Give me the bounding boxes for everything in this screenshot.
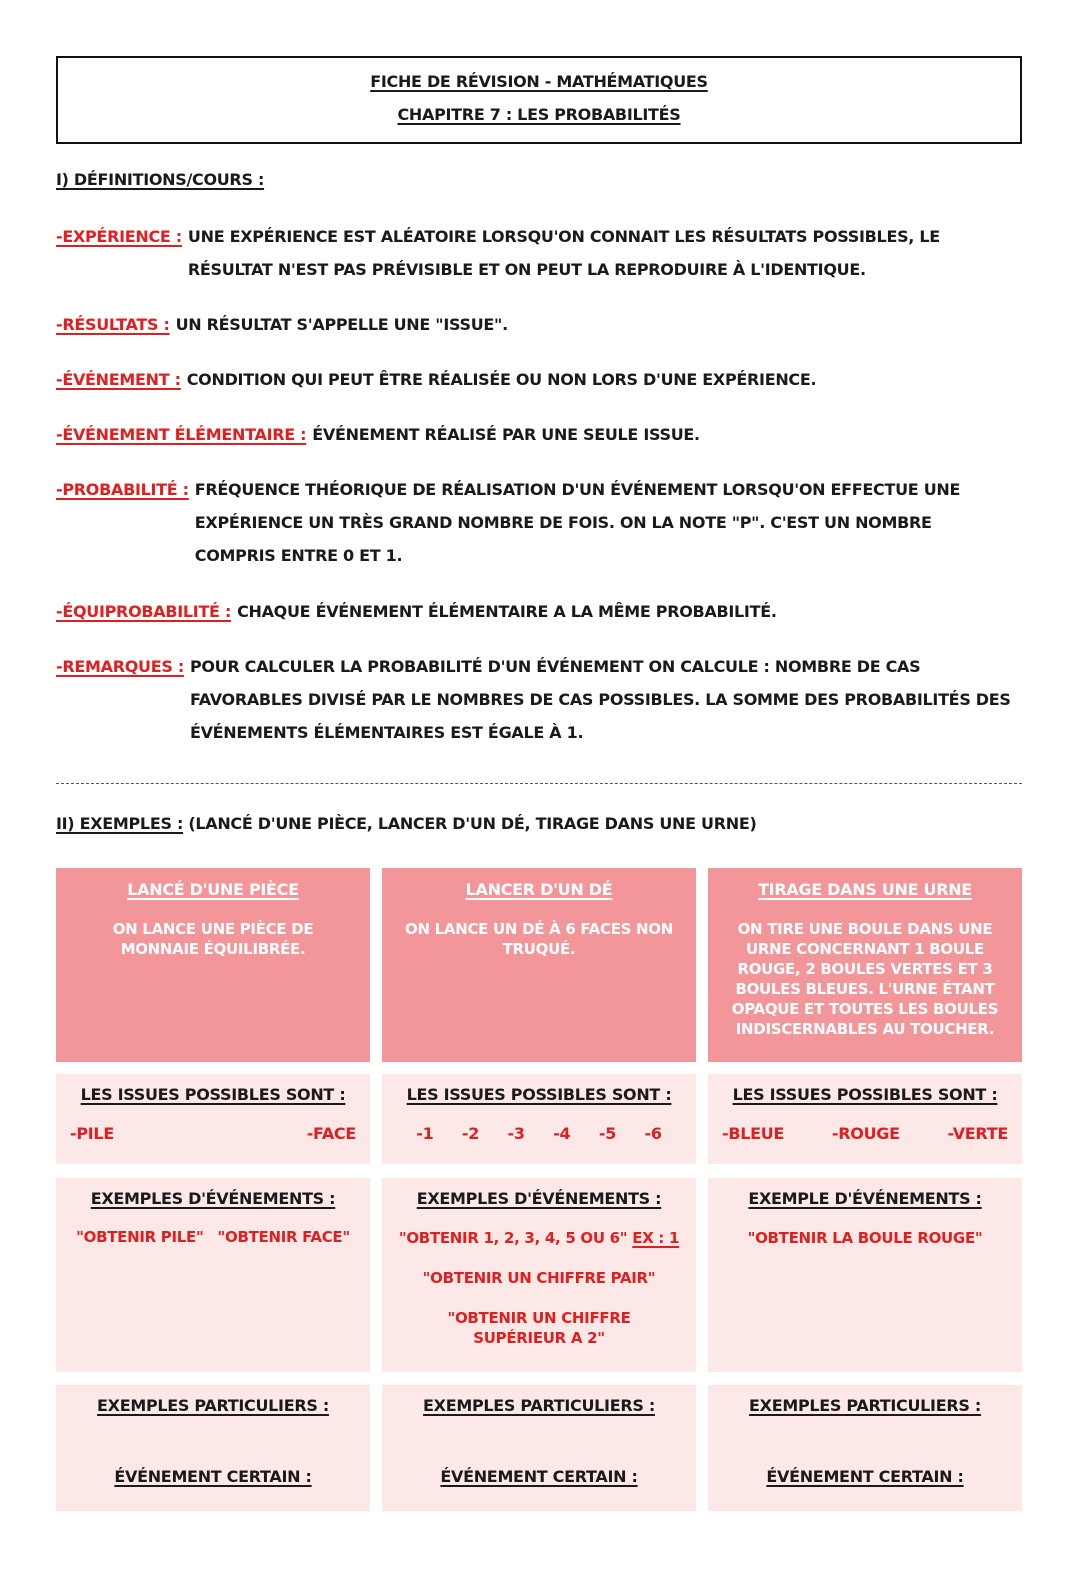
definition-text: UN RÉSULTAT S'APPELLE UNE "ISSUE". bbox=[175, 315, 508, 334]
definition-text: FRÉQUENCE THÉORIQUE DE RÉALISATION D'UN ÉVÉNEMENT LORSQU'ON EFFECTUE UNE EXPÉRIENCE UN TRÈS GRAND NOMBRE DE FOIS. ON LA NOTE "P". C'EST UN NOMBRE COMPRIS ENTRE 0 ET 1. bbox=[194, 480, 961, 565]
card-coin-events bbox=[56, 1178, 370, 1372]
card-urn-events bbox=[708, 1178, 1022, 1372]
card-description: ON TIRE UNE BOULE DANS UNE URNE CONCERNANT 1 BOULE ROUGE, 2 BOULES VERTES ET 3 BOULES BLEUES. L'URNE ÉTANT OPAQUE ET TOUTES LES BOULES INDISCERNABLES AU TOUCHER. bbox=[731, 920, 999, 1038]
outcome-item: -6 bbox=[644, 1124, 662, 1143]
section-heading-label: II) EXEMPLES : bbox=[56, 814, 184, 833]
events-label: EXEMPLES D'ÉVÉNEMENTS : bbox=[90, 1189, 336, 1208]
chapter-title: CHAPITRE 7 : LES PROBABILITÉS bbox=[397, 105, 681, 124]
card-die-outcomes bbox=[382, 1074, 696, 1164]
definition-evenement-elementaire bbox=[56, 418, 1036, 451]
outcomes-label: LES ISSUES POSSIBLES SONT : bbox=[80, 1085, 346, 1104]
definition-term: -ÉVÉNEMENT : bbox=[56, 370, 181, 389]
definition-term: -REMARQUES : bbox=[56, 657, 184, 676]
definition-resultats bbox=[56, 308, 1036, 341]
definition-term: -PROBABILITÉ : bbox=[56, 480, 189, 499]
particular-label: EXEMPLES PARTICULIERS : bbox=[423, 1396, 655, 1415]
particular-label: EXEMPLES PARTICULIERS : bbox=[97, 1396, 329, 1415]
title-box bbox=[56, 56, 1022, 144]
event-item: "OBTENIR PILE" bbox=[76, 1228, 204, 1246]
outcome-item: -FACE bbox=[306, 1124, 356, 1143]
outcome-item: -PILE bbox=[70, 1124, 114, 1143]
event-item: "OBTENIR UN CHIFFRE PAIR" bbox=[422, 1269, 656, 1287]
event-item: "OBTENIR 1, 2, 3, 4, 5 OU 6" bbox=[398, 1229, 628, 1247]
definition-text: CHAQUE ÉVÉNEMENT ÉLÉMENTAIRE A LA MÊME PROBABILITÉ. bbox=[237, 602, 777, 621]
card-urn-particular bbox=[708, 1385, 1022, 1511]
event-item: "OBTENIR LA BOULE ROUGE" bbox=[747, 1229, 983, 1247]
definition-term: -ÉVÉNEMENT ÉLÉMENTAIRE : bbox=[56, 425, 307, 444]
outcomes-label: LES ISSUES POSSIBLES SONT : bbox=[406, 1085, 672, 1104]
definition-term: -ÉQUIPROBABILITÉ : bbox=[56, 602, 232, 621]
definition-text: ÉVÉNEMENT RÉALISÉ PAR UNE SEULE ISSUE. bbox=[312, 425, 700, 444]
outcomes-label: LES ISSUES POSSIBLES SONT : bbox=[732, 1085, 998, 1104]
outcome-item: -2 bbox=[461, 1124, 480, 1143]
card-title: TIRAGE DANS UNE URNE bbox=[758, 880, 972, 899]
outcomes-list bbox=[722, 1124, 1008, 1143]
event-item: "OBTENIR FACE" bbox=[217, 1228, 350, 1246]
card-urn-outcomes bbox=[708, 1074, 1022, 1164]
dashed-divider bbox=[56, 783, 1022, 784]
definition-text: POUR CALCULER LA PROBABILITÉ D'UN ÉVÉNEMENT ON CALCULE : NOMBRE DE CAS FAVORABLES DIVISÉ PAR LE NOMBRES DE CAS POSSIBLES. LA SOMME DES PROBABILITÉS DES ÉVÉNEMENTS ÉLÉMENTAIRES EST ÉGALE À 1. bbox=[189, 657, 1011, 742]
definition-equiprobabilite bbox=[56, 595, 1036, 628]
particular-label: EXEMPLES PARTICULIERS : bbox=[749, 1396, 981, 1415]
definition-text: CONDITION QUI PEUT ÊTRE RÉALISÉE OU NON LORS D'UNE EXPÉRIENCE. bbox=[186, 370, 817, 389]
definition-term: -EXPÉRIENCE : bbox=[56, 227, 182, 246]
card-coin-description bbox=[56, 868, 370, 1062]
outcomes-list bbox=[70, 1124, 356, 1143]
outcome-item: -1 bbox=[416, 1124, 434, 1143]
document-title: FICHE DE RÉVISION - MATHÉMATIQUES bbox=[370, 72, 708, 91]
certain-event-label: ÉVÉNEMENT CERTAIN : bbox=[766, 1467, 964, 1486]
definition-evenement bbox=[56, 363, 1036, 396]
outcome-item: -BLEUE bbox=[722, 1124, 785, 1143]
certain-event-label: ÉVÉNEMENT CERTAIN : bbox=[114, 1467, 312, 1486]
definition-experience bbox=[56, 220, 1036, 286]
card-description: ON LANCE UN DÉ À 6 FACES NON TRUQUÉ. bbox=[405, 920, 673, 958]
card-die-particular bbox=[382, 1385, 696, 1511]
event-item-row bbox=[382, 1228, 696, 1248]
outcome-item: -5 bbox=[598, 1124, 617, 1143]
definition-remarques bbox=[56, 650, 1036, 749]
outcome-item: -3 bbox=[507, 1124, 525, 1143]
definition-term: -RÉSULTATS : bbox=[56, 315, 170, 334]
section-heading-definitions: I) DÉFINITIONS/COURS : bbox=[56, 170, 265, 189]
card-coin-outcomes bbox=[56, 1074, 370, 1164]
section-heading-subtitle: (LANCÉ D'UNE PIÈCE, LANCER D'UN DÉ, TIRAGE DANS UNE URNE) bbox=[188, 814, 757, 833]
outcome-item: -VERTE bbox=[947, 1124, 1008, 1143]
card-description: ON LANCE UNE PIÈCE DE MONNAIE ÉQUILIBRÉE. bbox=[112, 920, 314, 958]
outcomes-list bbox=[402, 1124, 676, 1143]
events-label: EXEMPLE D'ÉVÉNEMENTS : bbox=[748, 1189, 982, 1208]
card-die-description bbox=[382, 868, 696, 1062]
definition-text: UNE EXPÉRIENCE EST ALÉATOIRE LORSQU'ON CONNAIT LES RÉSULTATS POSSIBLES, LE RÉSULTAT N'EST PAS PRÉVISIBLE ET ON PEUT LA REPRODUIRE À L'IDENTIQUE. bbox=[187, 227, 940, 279]
card-coin-particular bbox=[56, 1385, 370, 1511]
events-list bbox=[56, 1228, 370, 1246]
section-heading-examples bbox=[56, 814, 756, 833]
card-die-events bbox=[382, 1178, 696, 1372]
card-urn-description bbox=[708, 868, 1022, 1062]
card-title: LANCÉ D'UNE PIÈCE bbox=[127, 880, 299, 899]
certain-event-label: ÉVÉNEMENT CERTAIN : bbox=[440, 1467, 638, 1486]
definition-probabilite bbox=[56, 473, 1036, 572]
events-label: EXEMPLES D'ÉVÉNEMENTS : bbox=[416, 1189, 662, 1208]
event-example: EX : 1 bbox=[632, 1229, 680, 1247]
event-item: "OBTENIR UN CHIFFRE SUPÉRIEUR A 2" bbox=[447, 1309, 631, 1347]
card-title: LANCER D'UN DÉ bbox=[465, 880, 613, 899]
outcome-item: -4 bbox=[553, 1124, 571, 1143]
outcome-item: -ROUGE bbox=[831, 1124, 900, 1143]
